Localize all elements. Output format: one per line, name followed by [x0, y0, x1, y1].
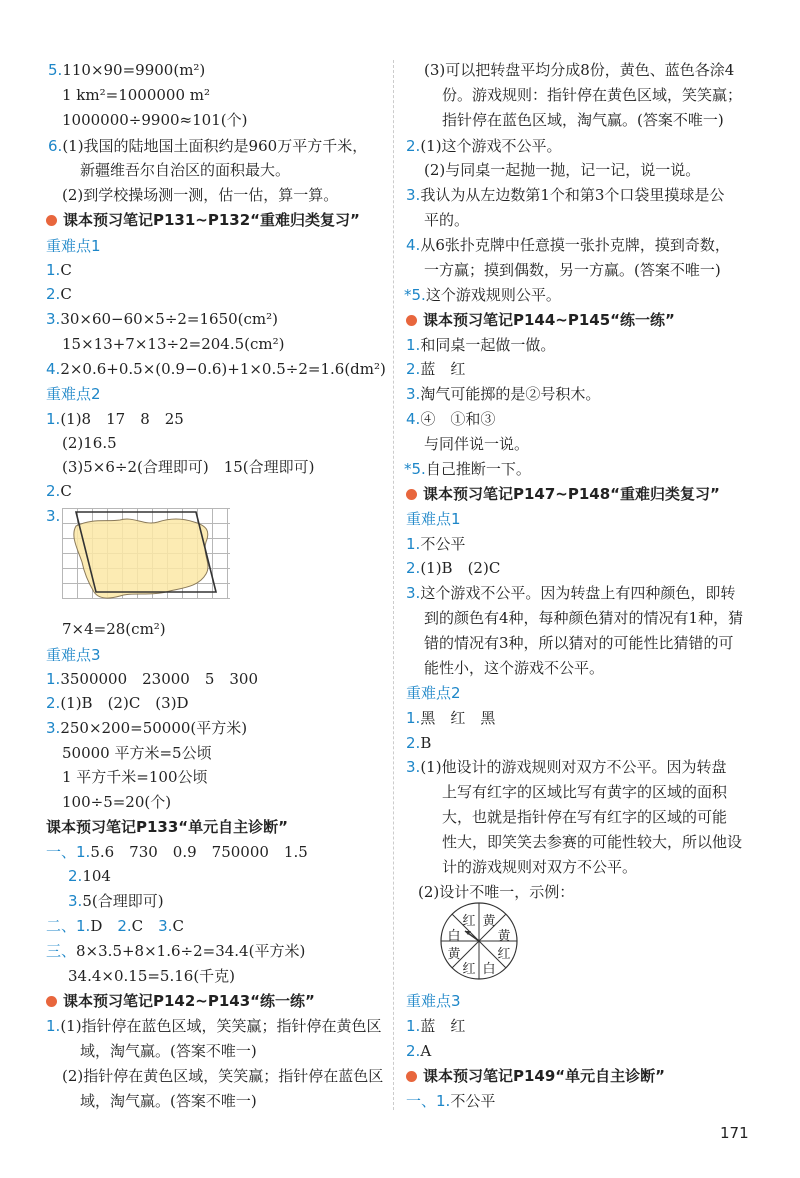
line: 2.C	[46, 285, 72, 303]
subsection-title: 重难点1	[46, 237, 101, 255]
line: 2.C	[46, 482, 72, 500]
bullet-icon	[46, 996, 57, 1007]
wheel-label: 红	[462, 914, 476, 929]
line: 1 km²=1000000 m²	[62, 86, 211, 104]
line: 1.蓝 红	[406, 1017, 466, 1035]
line: 上写有红字的区域比写有黄字的区域的面积	[442, 783, 728, 801]
line: 15×13+7×13÷2=204.5(cm²)	[62, 335, 285, 353]
line: 三、8×3.5+8×1.6÷2=34.4(平方米)	[46, 942, 306, 960]
line: 指针停在蓝色区域，淘气赢。(答案不唯一)	[442, 111, 724, 129]
line: 1.(1)指针停在蓝色区域，笑笑赢；指针停在黄色区	[46, 1017, 382, 1035]
subsection-title: 重难点3	[46, 646, 101, 664]
line: *5.这个游戏规则公平。	[404, 286, 561, 304]
wheel-label: 黄	[497, 929, 511, 944]
line: 6.(1)我国的陆地国土面积约是960万平方千米，	[48, 137, 368, 155]
wheel-label: 红	[497, 947, 511, 962]
wheel-label: 黄	[482, 914, 496, 929]
page-number: 171	[720, 1124, 749, 1142]
line: 4.④ ①和③	[406, 410, 496, 428]
line: *5.自己推断一下。	[404, 460, 531, 478]
line: 3.30×60−60×5÷2=1650(cm²)	[46, 310, 279, 328]
line: 二、1.D 2.C 3.C	[46, 917, 184, 935]
section-header: 课本预习笔记P149“单元自主诊断”	[406, 1066, 665, 1086]
line: 域，淘气赢。(答案不唯一)	[80, 1042, 257, 1060]
section-header: 课本预习笔记P144~P145“练一练”	[406, 310, 675, 330]
line: 34.4×0.15=5.16(千克)	[68, 967, 236, 985]
line: (3)可以把转盘平均分成8份，黄色、蓝色各涂4	[424, 61, 735, 79]
line: 大，也就是指针停在写有红字的区域的可能	[442, 808, 728, 826]
line: 1.不公平	[406, 535, 466, 553]
line: 2.A	[406, 1042, 432, 1060]
line: 1.(1)8 17 8 25	[46, 410, 184, 428]
line: 2.(1)B (2)C (3)D	[46, 694, 189, 712]
line: 能性小，这个游戏不公平。	[424, 659, 605, 677]
bullet-icon	[406, 1071, 417, 1082]
line: 2.蓝 红	[406, 360, 466, 378]
subsection-title: 重难点2	[406, 684, 461, 702]
line: 性大，即笑笑去参赛的可能性较大，所以他设	[442, 833, 743, 851]
section-header: 课本预习笔记P133“单元自主诊断”	[46, 818, 289, 836]
line: 1.3500000 23000 5 300	[46, 670, 259, 688]
line: 与同伴说一说。	[424, 435, 530, 453]
line: 100÷5=20(个)	[62, 793, 172, 811]
line: 一方赢；摸到偶数，另一方赢。(答案不唯一)	[424, 261, 721, 279]
wheel-label: 红	[462, 962, 476, 977]
section-header: 课本预习笔记P131~P132“重难归类复习”	[46, 210, 360, 230]
column-divider	[393, 60, 394, 1110]
spinner-wheel	[438, 900, 520, 982]
line: 3.淘气可能掷的是②号积木。	[406, 385, 601, 403]
bullet-icon	[46, 215, 57, 226]
line: (2)到学校操场测一测，估一估，算一算。	[62, 186, 339, 204]
line: (2)指针停在黄色区域，笑笑赢；指针停在蓝色区	[62, 1067, 384, 1085]
line: 1000000÷9900≈101(个)	[62, 111, 248, 129]
bullet-icon	[406, 315, 417, 326]
section-header: 课本预习笔记P142~P143“练一练”	[46, 991, 315, 1011]
line: 2.104	[68, 867, 111, 885]
line: 一、1.不公平	[406, 1092, 496, 1110]
line: (3)5×6÷2(合理即可) 15(合理即可)	[62, 458, 315, 476]
line: 2.(1)B (2)C	[406, 559, 501, 577]
line: 1.和同桌一起做一做。	[406, 336, 556, 354]
line: 5.110×90=9900(m²)	[48, 61, 206, 79]
line: 1 平方千米=100公顷	[62, 768, 208, 786]
grid-figure	[62, 508, 232, 604]
line: (2)与同桌一起抛一抛，记一记，说一说。	[424, 161, 701, 179]
line: 平的。	[424, 211, 470, 229]
line: 3.我认为从左边数第1个和第3个口袋里摸球是公	[406, 186, 725, 204]
line: 3.5(合理即可)	[68, 892, 164, 910]
line: 1.C	[46, 261, 72, 279]
line: 4.从6张扑克牌中任意摸一张扑克牌，摸到奇数，	[406, 236, 730, 254]
subsection-title: 重难点1	[406, 510, 461, 528]
line: 50000 平方米=5公顷	[62, 744, 212, 762]
bullet-icon	[406, 489, 417, 500]
line: 1.黑 红 黑	[406, 709, 496, 727]
section-header: 课本预习笔记P147~P148“重难归类复习”	[406, 484, 720, 504]
line: 错的情况有3种，所以猜对的可能性比猜错的可	[424, 634, 734, 652]
line: 3.250×200=50000(平方米)	[46, 719, 248, 737]
line: (2)设计不唯一，示例：	[418, 883, 575, 901]
line: 4.2×0.6+0.5×(0.9−0.6)+1×0.5÷2=1.6(dm²)	[46, 360, 386, 378]
line: (2)16.5	[62, 434, 117, 452]
line: 3.这个游戏不公平。因为转盘上有四种颜色，即转	[406, 584, 736, 602]
wheel-label: 白	[447, 929, 461, 944]
line: 一、1.5.6 730 0.9 750000 1.5	[46, 843, 308, 861]
line: 新疆维吾尔自治区的面积最大。	[80, 161, 291, 179]
line: 到的颜色有4种，每种颜色猜对的情况有1种，猜	[424, 609, 744, 627]
subsection-title: 重难点2	[46, 385, 101, 403]
line: 计的游戏规则对双方不公平。	[442, 858, 638, 876]
line: 3.	[46, 507, 61, 525]
wheel-label: 黄	[447, 947, 461, 962]
line: 3.(1)他设计的游戏规则对双方不公平。因为转盘	[406, 758, 727, 776]
line: 2.(1)这个游戏不公平。	[406, 137, 562, 155]
line: 域，淘气赢。(答案不唯一)	[80, 1092, 257, 1110]
subsection-title: 重难点3	[406, 992, 461, 1010]
wheel-label: 白	[482, 962, 496, 977]
line: 份。游戏规则：指针停在黄色区域，笑笑赢；	[442, 86, 743, 104]
line: 2.B	[406, 734, 432, 752]
line: 7×4=28(cm²)	[62, 620, 166, 638]
